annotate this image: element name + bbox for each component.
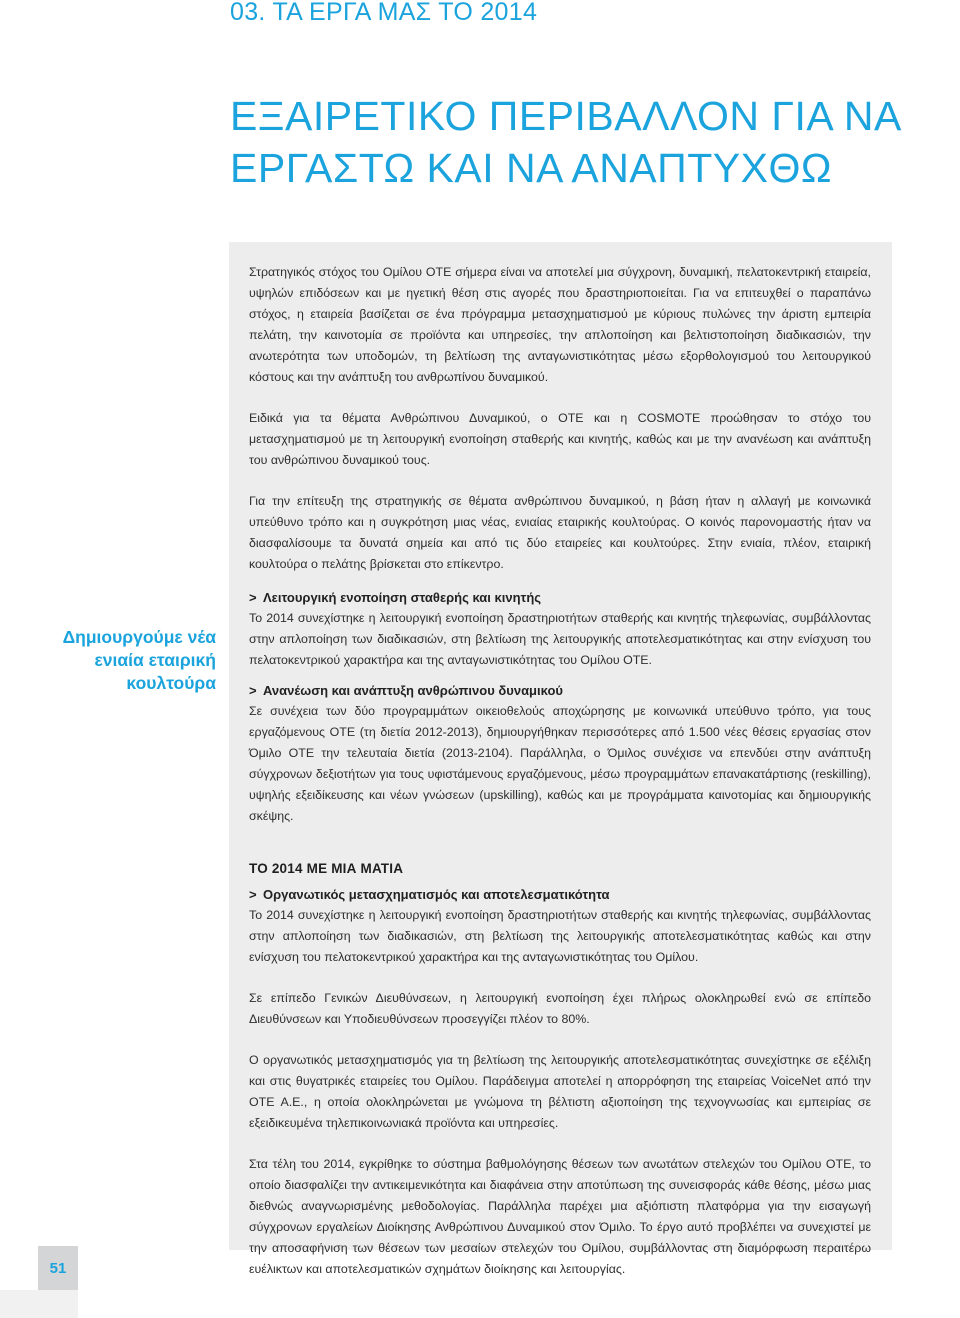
integration-paragraph: Το 2014 συνεχίστηκε η λειτουργική ενοποίηση δραστηριοτήτων σταθερής και κινητής τηλεφωνίας, συμβάλλοντας στην απλοποίηση των διαδικασιών, στη βελτίωση της λειτουργικής αποτελεσματικότητας και στην ενίσχυση του πελατοκεντρικού χαρακτήρα και της ανταγωνιστικότητας του Ομίλου ΟΤΕ.: [249, 611, 871, 667]
page-number: 51: [38, 1246, 78, 1291]
chevron-right-icon: >: [249, 683, 257, 698]
footer-decoration: [0, 1290, 78, 1318]
pull-quote-line-2: ενιαία εταιρική: [94, 650, 216, 670]
chevron-right-icon: >: [249, 887, 257, 902]
page-title: [230, 90, 920, 194]
strategy-paragraph: Για την επίτευξη της στρατηγικής σε θέματα ανθρώπινου δυναμικού, η βάση ήταν η αλλαγή με κοινωνικά υπεύθυνο τρόπο και η συγκρότηση μιας νέας, ενιαίας εταιρικής κουλτούρας. Ο κοινός παρονομαστής ήταν να διασφαλίσουμε τα δυνατά σημεία και από τις δύο εταιρείες και κουλτούρες. Στην ενιαία, πλέον, εταιρική κουλτούρα ο πελάτης βρίσκεται στο επίκεντρο.: [249, 494, 871, 571]
subheading-renewal: [249, 681, 871, 701]
hr-paragraph: Ειδικά για τα θέματα Ανθρώπινου Δυναμικού, ο ΟΤΕ και η COSMOTE προώθησαν το στόχο του μετασχηματισμού με τη λειτουργική ενοποίηση σταθερής και κινητής, καθώς και με την ανανέωση και ανάπτυξη του ανθρώπινου δυναμικού τους.: [249, 411, 871, 467]
chevron-right-icon: >: [249, 590, 257, 605]
section-label: 03. ΤΑ ΕΡΓΑ ΜΑΣ ΤΟ 2014: [230, 0, 538, 26]
subheading-integration-label: Λειτουργική ενοποίηση σταθερής και κινητής: [263, 590, 542, 605]
page-title-line-1: ΕΞΑΙΡΕΤΙΚΟ ΠΕΡΙΒΑΛΛΟΝ ΓΙΑ ΝΑ: [230, 93, 902, 139]
intro-paragraph: Στρατηγικός στόχος του Ομίλου ΟΤΕ σήμερα είναι να αποτελεί μια σύγχρονη, δυναμική, πελατοκεντρική εταιρεία, υψηλών επιδόσεων και με ηγετική θέση στις αγορές που δραστηριοποιείται. Για να επιτευχθεί ο παραπάνω στόχος, η εταιρεία βασίζεται σε ένα πρόγραμμα μετασχηματισμού με κύριους πυλώνες την άριστη εμπειρία πελάτη, την καινοτομία σε προϊόντα και υπηρεσίες, την απλοποίηση και βελτιστοποίηση διαδικασιών, την ανωτερότητα των υποδομών, τη βελτίωση της ανταγωνιστικότητας μέσω εξορθολογισμού του λειτουργικού κόστους και την ανάπτυξη του ανθρωπίνου δυναμικού.: [249, 265, 871, 384]
subheading-transformation-label: Οργανωτικός μετασχηματισμός και αποτελεσματικότητα: [263, 887, 610, 902]
renewal-paragraph: Σε συνέχεια των δύο προγραμμάτων οικειοθελούς αποχώρησης με κοινωνικά υπεύθυνο τρόπο, για τους εργαζόμενους ΟΤΕ (τη διετία 2012-2013), δημιουργήθηκαν περισσότερες από 1.500 νέες θέσεις εργασίας στον Όμιλο ΟΤΕ την τελευταία διετία (2013-2104). Παράλληλα, ο Όμιλος συνέχισε να επενδύει στην ανάπτυξη σύγχρονων δεξιοτήτων για τους υφιστάμενους εργαζόμενους, μέσω προγραμμάτων επανακατάρτισης (reskilling), υψηλής εξειδίκευσης και νέων γνώσεων (upskilling), καθώς και με προγράμματα καινοτομίας και δημιουργικής σκέψης.: [249, 704, 871, 823]
subheading-integration: [249, 588, 871, 608]
section-heading-2014: ΤΟ 2014 ΜΕ ΜΙΑ ΜΑΤΙΑ: [249, 861, 404, 876]
directorates-paragraph: Σε επίπεδο Γενικών Διευθύνσεων, η λειτουργική ενοποίηση έχει πλήρως ολοκληρωθεί ενώ σε επίπεδο Διευθύνσεων και Υποδιευθύνσεων προσεγγίζει πλέον το 80%.: [249, 991, 871, 1026]
transformation-paragraph: Το 2014 συνεχίστηκε η λειτουργική ενοποίηση δραστηριοτήτων σταθερής και κινητής τηλεφωνίας, συμβάλλοντας στην απλοποίηση των διαδικασιών, στη βελτίωση της λειτουργικής αποτελεσματικότητας καθώς και στην ενίσχυση του πελατοκεντρικού χαρακτήρα και της ανταγωνιστικότητας του Ομίλου.: [249, 908, 871, 964]
pull-quote-line-3: κουλτούρα: [126, 673, 216, 693]
pull-quote-line-1: Δημιουργούμε νέα: [62, 627, 216, 647]
subsidiaries-paragraph: Ο οργανωτικός μετασχηματισμός για τη βελτίωση της λειτουργικής αποτελεσματικότητας συνεχίστηκε σε εξέλιξη και στις θυγατρικές εταιρείες του Ομίλου. Παράδειγμα αποτελεί η απορρόφηση της εταιρείας VoiceNet από την ΟΤΕ Α.Ε., η οποία ολοκληρώνεται με γνώμονα τη βέλτιστη αξιοποίηση της τεχνογνωσίας και εμπειρίας σε εξειδικευμένα τηλεπικοινωνιακά προϊόντα και υπηρεσίες.: [249, 1053, 871, 1130]
subheading-transformation: [249, 885, 871, 905]
pull-quote: [20, 626, 216, 695]
job-evaluation-paragraph: Στα τέλη του 2014, εγκρίθηκε το σύστημα βαθμολόγησης θέσεων των ανωτάτων στελεχών του Ομίλου ΟΤΕ, το οποίο διασφαλίζει την αντικειμενικότητα και διαφάνεια στην αποτύπωση της συνεισφοράς κάθε θέσης, μέσω μιας διεθνώς αναγνωρισμένης μεθοδολογίας. Παράλληλα παρέχει μια αξιόπιστη πλατφόρμα για την εισαγωγή σύγχρονων εργαλείων Διοίκησης Ανθρώπινου Δυναμικού στον Όμιλο. Το έργο αυτό προβλέπει να συνεχιστεί με την αποσαφήνιση των θέσεων των μεσαίων στελεχών του Ομίλου, συμβάλλοντας στη διαμόρφωση περαιτέρω ευέλικτων και αποτελεσματικών σχημάτων διοίκησης και λειτουργίας.: [249, 1157, 871, 1276]
article-body: [249, 262, 871, 1280]
page-title-line-2: ΕΡΓΑΣΤΩ ΚΑΙ ΝΑ ΑΝΑΠΤΥΧΘΩ: [230, 145, 833, 191]
subheading-renewal-label: Ανανέωση και ανάπτυξη ανθρώπινου δυναμικού: [263, 683, 563, 698]
